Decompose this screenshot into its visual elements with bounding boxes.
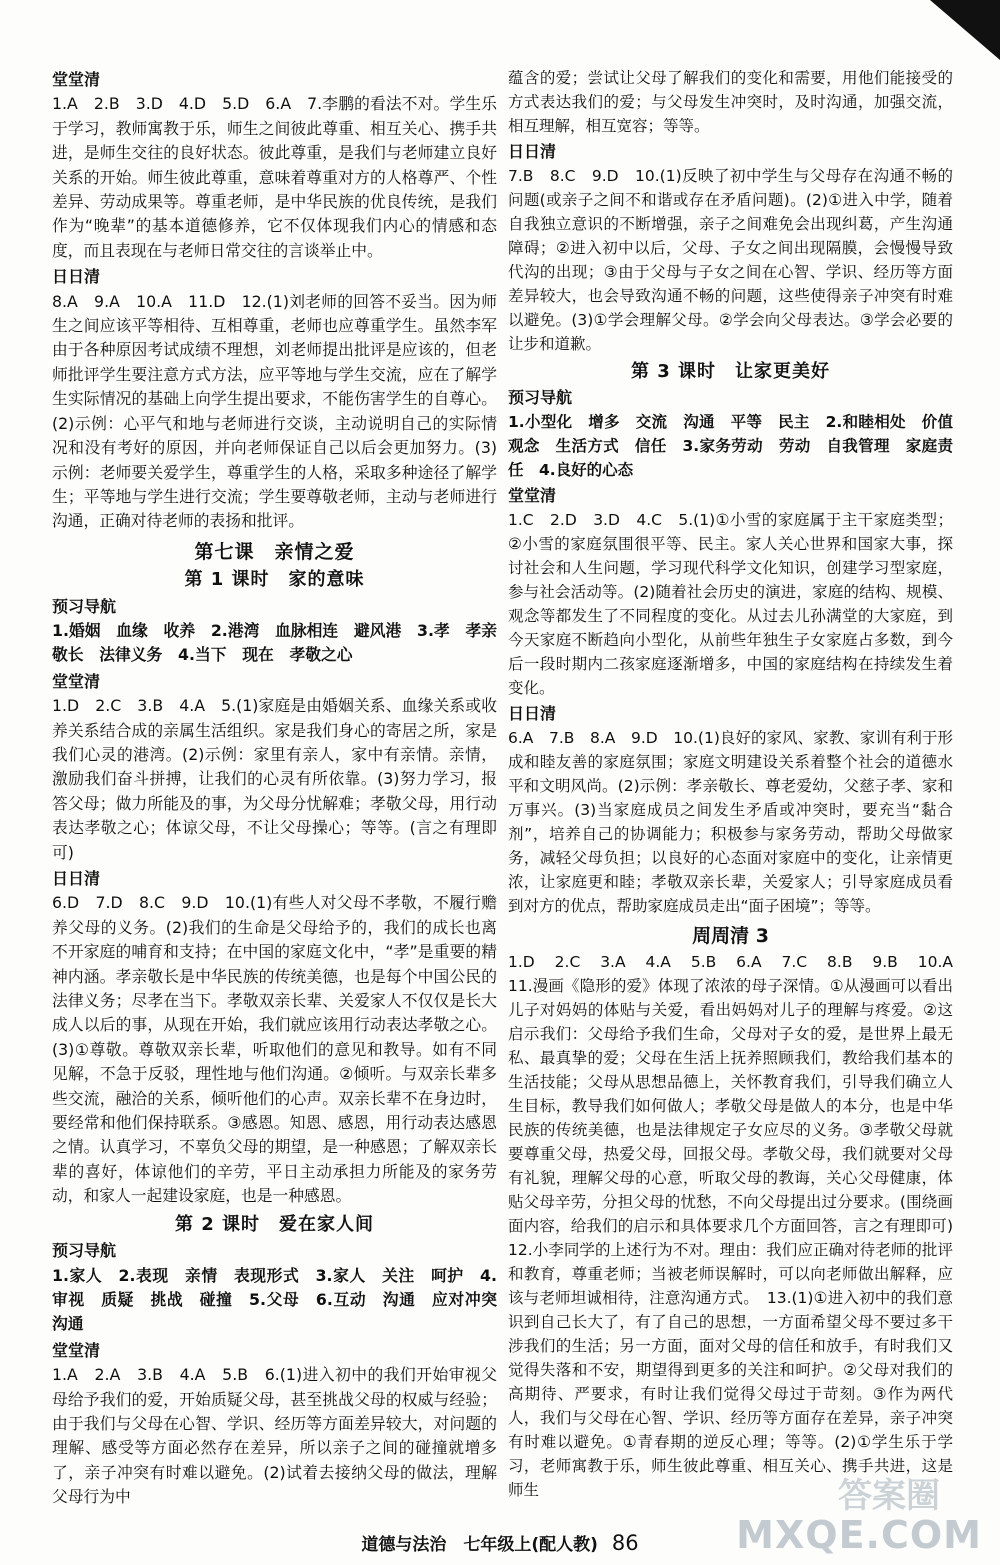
answer-paragraph: 1.小型化 增多 交流 沟通 平等 民主 2.和睦相处 价值观念 生活方式 信任 3.家务劳动 劳动 自我管理 家庭责任 4.良好的心态 [508, 413, 953, 479]
watermark-logo: 答案圈 [838, 1476, 940, 1516]
weekly-title: 周周清 3 [692, 925, 769, 947]
watermark-url: MXQE.COM [736, 1513, 982, 1557]
section-heading: 堂堂清 [52, 671, 101, 691]
answer-paragraph: 7.B 8.C 9.D 10.(1)反映了初中学生与父母存在沟通不畅的问题(或亲子之间不和谐或存在矛盾问题)。(2)①进入中学，随着自我独立意识的不断增强，亲子之间难免会出现纠葛，产生沟通障碍；②进入初中以后，父母、子女之间出现隔膜，会慢慢导致代沟的出现；③由于父母与子女之间在心智、学识、经历等方面差异较大，也会导致沟通不畅的问题，这些使得亲子冲突有时难以避免。(3)①学会理解父母。②学会向父母表达。③学会必要的让步和道歉。 [508, 167, 953, 353]
answer-paragraph: 1.A 2.A 3.B 4.A 5.B 6.(1)进入初中的我们开始审视父母给予我们的爱，开始质疑父母，甚至挑战父母的权威与经验；由于我们与父母在心智、学识、经历等方面差异较大，对问题的理解、感受等方面必然存在差异，所以亲子之间的碰撞就增多了，亲子冲突有时难以避免。(2)试着去接纳父母的做法，理解父母行为中 [52, 1365, 497, 1507]
footer-subject: 道德与法治 七年级上(配人教) [361, 1535, 598, 1555]
corner-mark [930, 0, 1000, 60]
period-title: 第 3 课时 让家更美好 [630, 361, 831, 382]
section-heading: 日日清 [52, 267, 101, 287]
right-column [508, 66, 969, 1502]
section-heading: 堂堂清 [508, 486, 557, 505]
answer-paragraph: 1.D 2.C 3.A 4.A 5.B 6.A 7.C 8.B 9.B 10.A 11.漫画《隐形的爱》体现了浓浓的母子深情。①从漫画可以看出儿子对妈妈的体贴与关爱，看出妈妈对儿子的理解与疼爱。②这启示我们：父母给予我们生命，父母对子女的爱，是世界上最无私、最真挚的爱；父母在生活上抚养照顾我们，教给我们基本的生活技能；父母从思想品德上，关怀教育我们，引导我们确立人生目标，教导我们如何做人；孝敬父母是做人的本分，也是中华民族的传统美德，也是法律规定子女应尽的义务。③孝敬父母就要尊重父母，热爱父母，回报父母。孝敬父母，我们就要对父母有礼貌，理解父母的心意，听取父母的教诲，关心父母健康，体贴父母辛劳，分担父母的忧愁，不向父母提出过分要求。(围绕画面内容，给我们的启示和具体要求几个方面回答，言之有理即可) 12.小李同学的上述行为不对。理由：我们应正确对待老师的批评和教育，尊重老师；当被老师误解时，可以向老师做出解释，应该与老师坦诚相待，注意沟通方式。 13.(1)①进入初中的我们意识到自己长大了，有了自己的思想，一方面希望父母不要过多干涉我们的生活；另一方面，面对父母的信任和放手，有时我们又觉得失落和不安，期望得到更多的关注和呵护。②父母对我们的高期待、严要求，有时让我们觉得父母过于苛刻。③作为两代人，我们与父母在心智、学识、经历等方面存在差异，亲子冲突有时难以避免。①青春期的逆反心理；等等。(2)①学生乐于学习，老师寓教于乐，师生彼此尊重、相互关心、携手共进，这是师生 [508, 953, 969, 1499]
section-heading: 堂堂清 [52, 1340, 101, 1360]
page-number: 86 [611, 1531, 639, 1555]
period-title: 第 2 课时 爱在家人间 [174, 1213, 375, 1235]
answer-paragraph: 6.A 7.B 8.A 9.D 10.(1)良好的家风、家教、家训有利于形成和睦友善的家庭氛围；家庭文明建设关系着整个社会的道德水平和文明风尚。(2)示例：孝亲敬长、尊老爱幼，父慈子孝、家和万事兴。(3)当家庭成员之间发生矛盾或冲突时，要充当“黏合剂”，培养自己的协调能力；积极参与家务劳动，帮助父母做家务，减轻父母负担；以良好的心态面对家庭中的变化，让亲情更浓，让家庭更和睦；孝敬双亲长辈，关爱家人；引导家庭成员看到对方的优点，帮助家庭成员走出“面子困境”；等等。 [508, 729, 953, 915]
section-heading: 日日清 [508, 704, 557, 723]
section-heading: 预习导航 [52, 596, 117, 616]
answer-paragraph: 1.C 2.D 3.D 4.C 5.(1)①小雪的家庭属于主干家庭类型；②小雪的家庭氛围很平等、民主。家人关心世界和国家大事，探讨社会和人生问题，学习现代科学文化知识，创建学习型家庭，参与社会活动等。(2)随着社会历史的演进，家庭的结构、规模、观念等都发生了不同程度的变化。从过去儿孙满堂的大家庭，到今天家庭不断趋向小型化，从前些年独生子女家庭占多数，到今后一段时期内二孩家庭逐渐增多，中国的家庭结构在持续发生着变化。 [508, 511, 953, 697]
section-heading: 堂堂清 [52, 70, 101, 89]
lesson-title: 第七课 亲情之爱 [194, 540, 355, 563]
answer-paragraph: 1.婚姻 血缘 收养 2.港湾 血脉相连 避风港 3.孝 孝亲敬长 法律义务 4.当下 现在 孝敬之心 [52, 620, 497, 665]
section-heading: 日日清 [508, 142, 557, 161]
period-title: 第 1 课时 家的意味 [184, 569, 365, 591]
section-heading: 日日清 [52, 869, 101, 888]
section-heading: 预习导航 [52, 1241, 117, 1261]
answer-paragraph: 6.D 7.D 8.C 9.D 10.(1)有些人对父母不孝敬，不履行赡养父母的义务。(2)我们的生命是父母给予的，我们的成长也离不开家庭的哺育和支持；在中国的家庭文化中，“孝”是重要的精神内涵。孝亲敬长是中华民族的传统美德，也是每个中国公民的法律义务；尽孝在当下。孝敬双亲长辈、关爱家人不仅仅是长大成人以后的事，从现在开始，我们就应该用行动表达孝敬之心。(3)①尊敬。尊敬双亲长辈，听取他们的意见和教导。如有不同见解，不急于反驳，理性地与他们沟通。②倾听。与双亲长辈多些交流，融洽的关系，倾听他们的心声。双亲长辈不在身边时，要经常和他们保持联系。③感恩。知恩、感恩，用行动表达感恩之情。认真学习，不辜负父母的期望，是一种感恩；了解双亲长辈的喜好，体谅他们的辛劳，平日主动承担力所能及的家务劳动，和家人一起建设家庭，也是一种感恩。 [52, 893, 497, 1206]
section-heading: 预习导航 [508, 388, 573, 407]
left-column [52, 66, 513, 1510]
answer-paragraph: 8.A 9.A 10.A 11.D 12.(1)刘老师的回答不妥当。因为师生之间应该平等相待、互相尊重，老师也应尊重学生。虽然李军由于各种原因考试成绩不理想，刘老师提出批评是应该的，但老师批评学生要注意方式方法，应平等地与学生交流，应在了解学生实际情况的基础上向学生提出要求，不能伤害学生的自尊心。(2)示例：心平气和地与老师进行交谈，主动说明自己的实际情况和没有考好的原因，并向老师保证自己以后会更加努力。(3)示例：老师要关爱学生，尊重学生的人格，采取多种途径了解学生；平等地与学生进行交流；学生要尊敬老师，主动与老师进行沟通，正确对待老师的表扬和批评。 [52, 291, 497, 531]
answer-paragraph: 蕴含的爱；尝试让父母了解我们的变化和需要，用他们能接受的方式表达我们的爱；与父母发生冲突时，及时沟通，加强交流，相互理解，相互宽容；等等。 [508, 69, 953, 135]
answer-paragraph: 1.家人 2.表现 亲情 表现形式 3.家人 关注 呵护 4.审视 质疑 挑战 碰撞 5.父母 6.互动 沟通 应对冲突 沟通 [52, 1265, 513, 1334]
answer-paragraph: 1.A 2.B 3.D 4.D 5.D 6.A 7.李鹏的看法不对。学生乐于学习，教师寓教于乐，师生之间彼此尊重、相互关心、携手共进，是师生交往的良好状态。彼此尊重，是我们与老师建立良好关系的开始。师生彼此尊重，意味着尊重对方的人格尊严、个性差异、劳动成果等。尊重老师，是中华民族的优良传统，是我们作为“晚辈”的基本道德修养，它不仅体现我们内心的情感和态度，而且表现在与老师日常交往的言谈举止中。 [52, 94, 497, 260]
answer-paragraph: 1.D 2.C 3.B 4.A 5.(1)家庭是由婚姻关系、血缘关系或收养关系结合成的亲属生活组织。家是我们身心的寄居之所，家是我们心灵的港湾。(2)示例：家里有亲人，家中有亲情。亲情，激励我们奋斗拼搏，让我们的心灵有所依靠。(3)努力学习，报答父母；做力所能及的事，为父母分忧解难；孝敬父母，用行动表达孝敬之心；体谅父母，不让父母操心；等等。(言之有理即可) [52, 696, 497, 862]
